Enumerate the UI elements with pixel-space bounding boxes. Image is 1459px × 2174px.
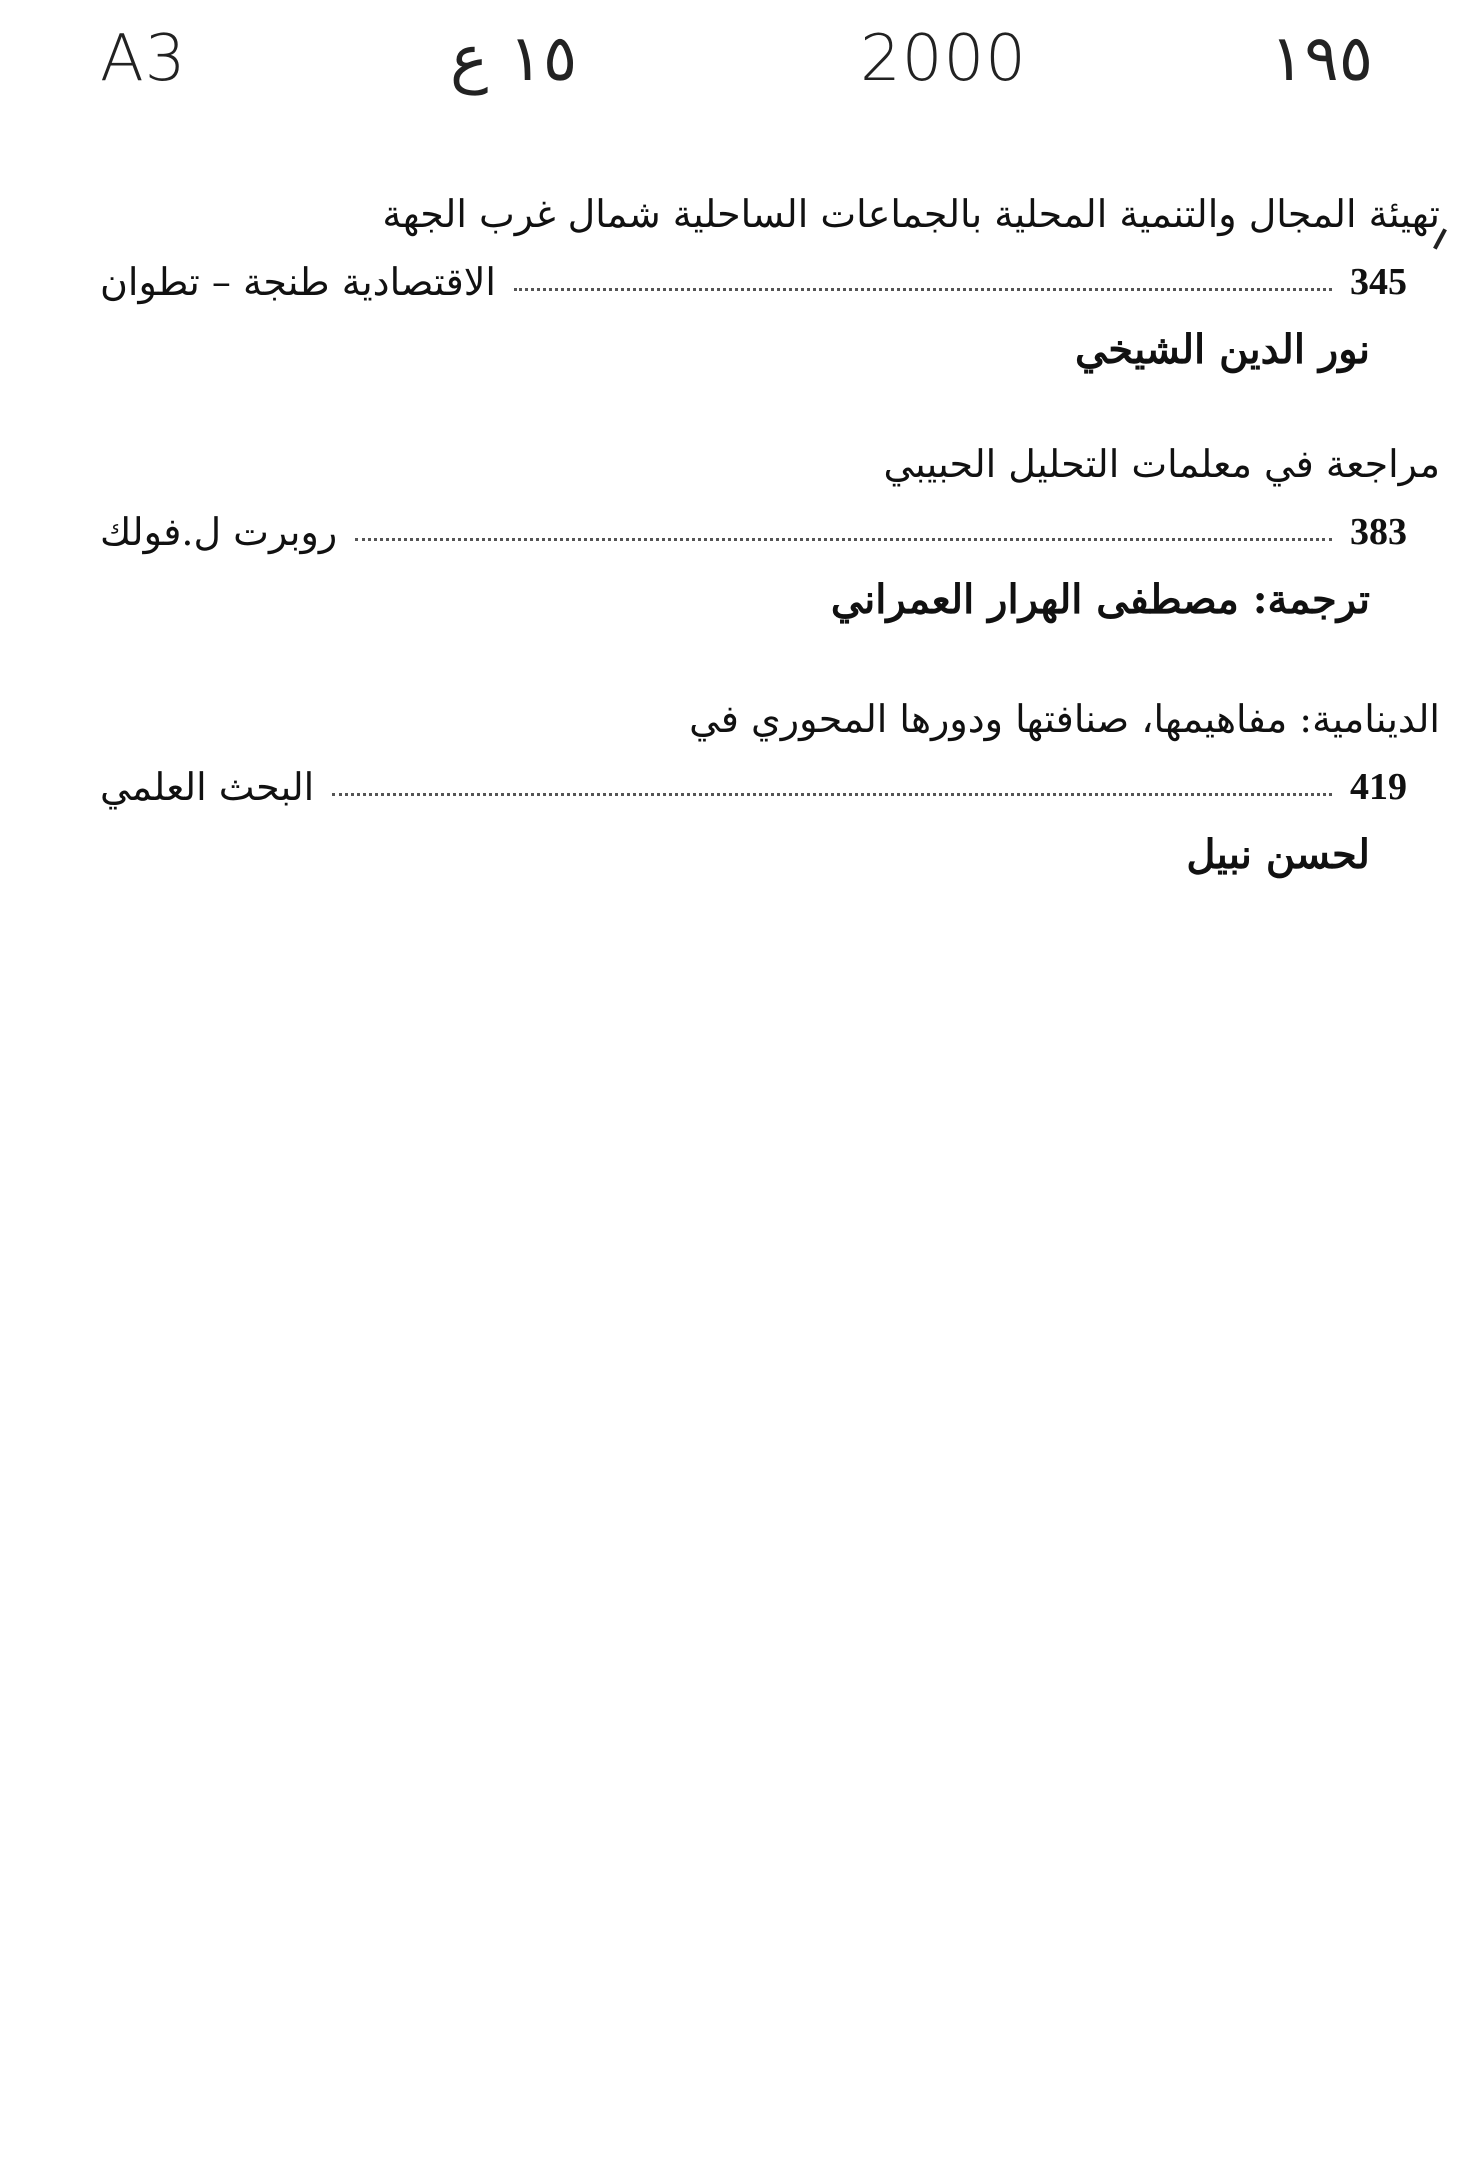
entry-translator-original: روبرت ل.فولك — [100, 510, 338, 554]
toc-entry — [100, 180, 1440, 384]
dot-leader — [332, 793, 1332, 796]
entry-title: الدينامية: مفاهيمها، صنافتها ودورها المحوري في — [689, 697, 1440, 741]
dot-leader — [355, 538, 1332, 541]
page-number: 383 — [1350, 511, 1407, 553]
entry-author: لحسن نبيل — [1186, 831, 1370, 878]
entry-title: تهيئة المجال والتنمية المحلية بالجماعات الساحلية شمال غرب الجهة — [382, 192, 1440, 236]
entry-title: مراجعة في معلمات التحليل الحبيبي — [883, 442, 1440, 486]
entry-title-continuation: الاقتصادية طنجة – تطوان — [100, 260, 496, 304]
entry-page-line — [100, 498, 1440, 566]
handwritten-year: 2000 — [860, 22, 1027, 96]
page-number: 419 — [1350, 766, 1407, 808]
page-number: 345 — [1350, 261, 1407, 303]
handwritten-number: ١٩٥ — [1270, 22, 1374, 96]
handwritten-issue: ١٥ ع — [450, 22, 578, 96]
entry-author: ترجمة: مصطفى الهرار العمراني — [830, 576, 1370, 623]
entry-author: نور الدين الشيخي — [1074, 326, 1370, 373]
entry-title-continuation: البحث العلمي — [100, 765, 315, 809]
entry-page-line — [100, 248, 1440, 316]
dot-leader — [514, 288, 1332, 291]
entry-page-line — [100, 753, 1440, 821]
toc-entry — [100, 430, 1440, 634]
toc-entry — [100, 685, 1440, 889]
handwritten-ref-code: A3 — [100, 22, 187, 96]
